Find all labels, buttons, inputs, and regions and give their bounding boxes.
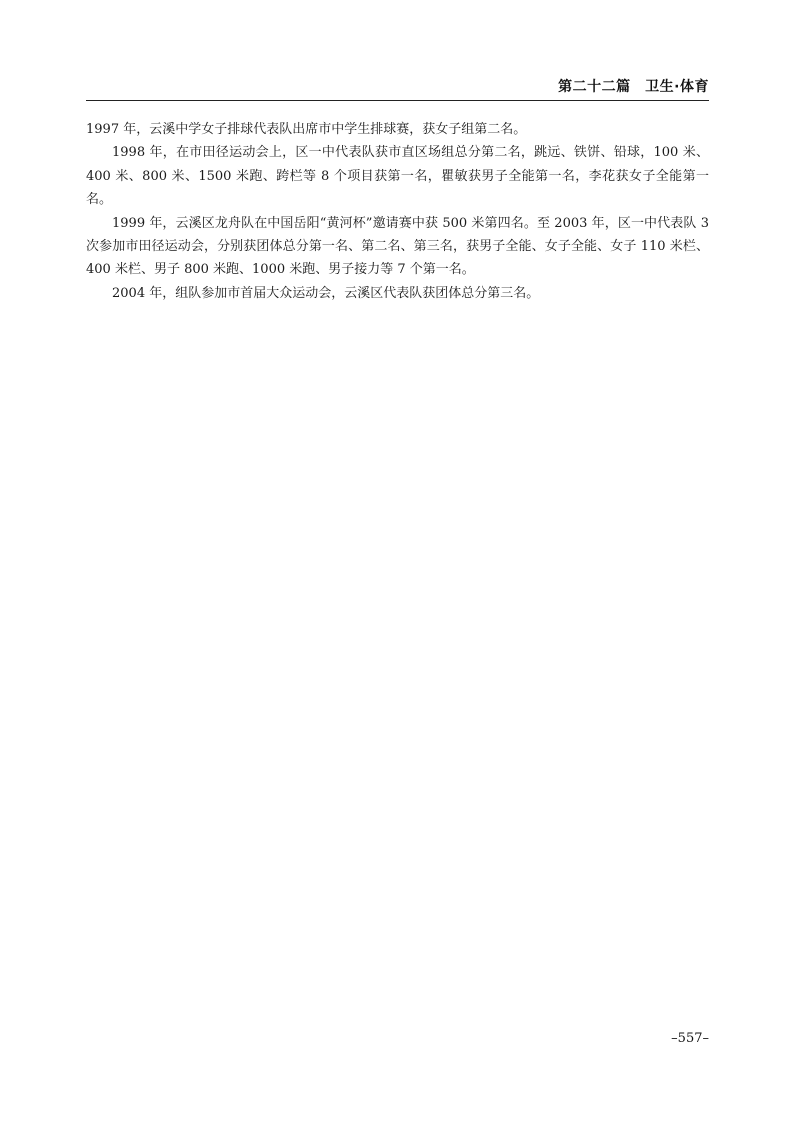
body-text xyxy=(86,118,709,305)
chapter-title: 第二十二篇 卫生·体育 xyxy=(558,79,709,95)
paragraph: 1998 年，在市田径运动会上，区一中代表队获市直区场组总分第二名，跳远、铁饼、铅球，100 米、400 米、800 米、1500 米跑、跨栏等 8 个项目获第一名，瞿敏获男子全能第一名，李花获女子全能第一名。 xyxy=(86,145,709,208)
paragraph: 1999 年，云溪区龙舟队在中国岳阳“黄河杯”邀请赛中获 500 米第四名。至 2003 年，区一中代表队 3 次参加市田径运动会，分别获团体总分第一名、第二名、第三名，获男子全能、女子全能、女子 110 米栏、400 米栏、男子 800 米跑、1000 米跑、男子接力等 7 个第一名。 xyxy=(86,215,709,278)
paragraph: 1997 年，云溪中学女子排球代表队出席市中学生排球赛，获女子组第二名。 xyxy=(86,122,527,137)
page-number: –557– xyxy=(671,1031,709,1046)
running-header xyxy=(86,74,709,101)
paragraph: 2004 年，组队参加市首届大众运动会，云溪区代表队获团体总分第三名。 xyxy=(112,285,540,301)
